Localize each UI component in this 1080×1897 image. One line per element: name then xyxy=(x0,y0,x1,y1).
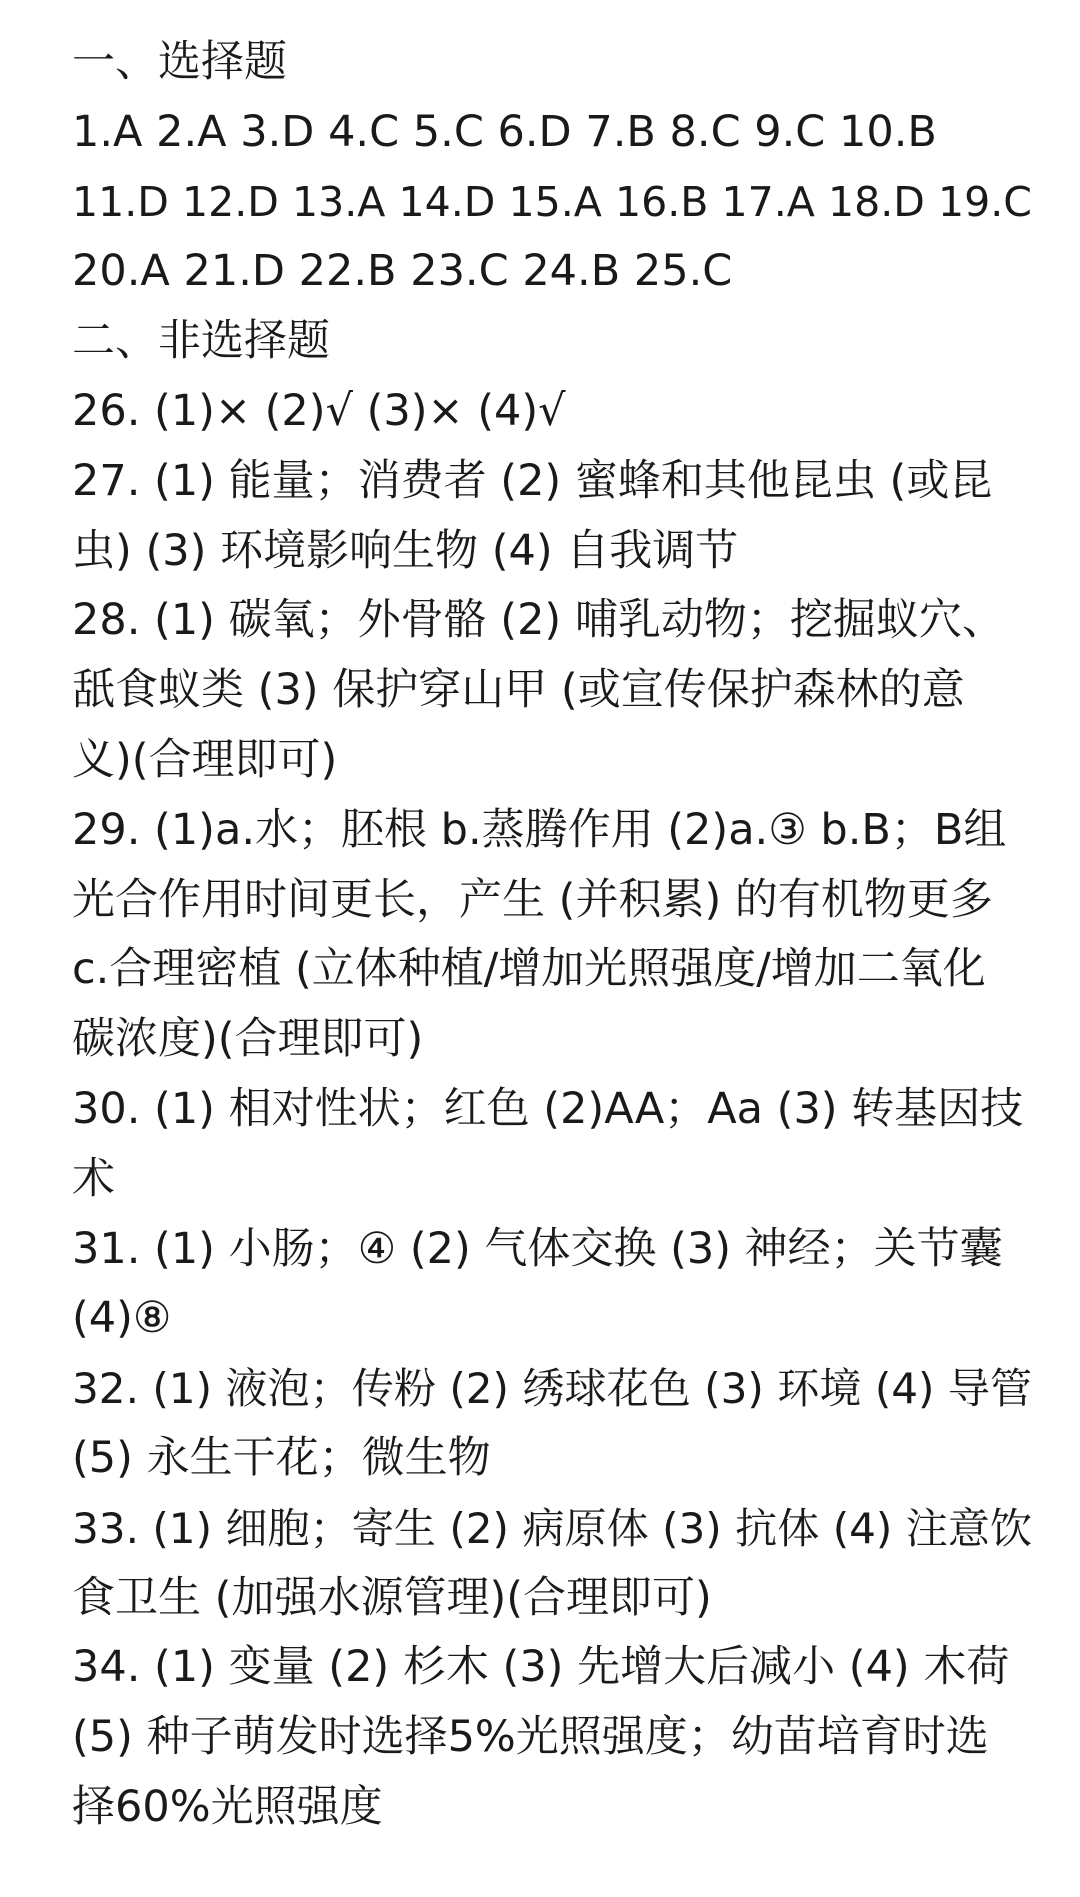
section-heading-choice: 一、选择题 xyxy=(72,37,287,87)
choice-row xyxy=(72,168,1032,238)
choice-answer: 7.B xyxy=(585,106,656,157)
answer-line: 舐食蚁类 (3) 保护穿山甲 (或宣传保护森林的意 xyxy=(72,665,965,716)
question-33-answer xyxy=(72,1494,1032,1634)
choice-answer: 9.C xyxy=(754,106,826,157)
choice-answer: 21.D xyxy=(183,246,285,297)
answer-line: 26. (1)× (2)√ (3)× (4)√ xyxy=(72,385,566,436)
choice-answer: 11.D xyxy=(72,177,169,226)
answer-line: 光合作用时间更长，产生 (并积累) 的有机物更多 xyxy=(72,874,993,925)
choice-answer: 1.A xyxy=(72,106,143,157)
answer-line: (5) 永生干花；微生物 xyxy=(72,1432,491,1483)
question-27-answer xyxy=(72,447,1032,587)
answer-line: 择60%光照强度 xyxy=(72,1781,383,1832)
choice-answer: 23.C xyxy=(410,246,509,297)
choice-row xyxy=(72,237,1032,307)
choice-answer: 25.C xyxy=(633,246,733,297)
section-heading-nonchoice: 二、非选择题 xyxy=(72,316,330,367)
choice-answer: 16.B xyxy=(614,177,709,226)
choice-answer: 10.B xyxy=(839,106,937,157)
choice-answer: 4.C xyxy=(328,106,400,157)
choice-answer: 24.B xyxy=(522,246,621,297)
question-34-answer xyxy=(72,1633,1032,1842)
choice-answer: 20.A xyxy=(72,246,170,297)
choice-answer: 12.D xyxy=(182,177,279,226)
choice-answer: 15.A xyxy=(508,177,602,226)
choice-answer: 2.A xyxy=(156,106,227,157)
question-29-answer xyxy=(72,796,1032,1075)
question-31-answer xyxy=(72,1215,1032,1355)
choice-answer: 3.D xyxy=(240,106,315,157)
choice-row xyxy=(72,98,1032,168)
answer-line: 34. (1) 变量 (2) 杉木 (3) 先增大后减小 (4) 木荷 xyxy=(72,1642,1010,1693)
answer-line: 食卫生 (加强水源管理)(合理即可) xyxy=(72,1572,712,1623)
answer-line: 28. (1) 碳氧；外骨骼 (2) 哺乳动物；挖掘蚁穴、 xyxy=(72,595,1005,646)
nonchoice-answers xyxy=(72,377,1032,1843)
choice-answer: 22.B xyxy=(298,246,397,297)
answer-line: 29. (1)a.水；胚根 b.蒸腾作用 (2)a.③ b.B；B组 xyxy=(72,804,1007,855)
choice-answer: 5.C xyxy=(412,106,484,157)
choice-answer: 8.C xyxy=(669,106,741,157)
answer-line: 碳浓度)(合理即可) xyxy=(72,1014,424,1065)
answer-line: 32. (1) 液泡；传粉 (2) 绣球花色 (3) 环境 (4) 导管 xyxy=(72,1364,1033,1414)
question-26-answer xyxy=(72,377,1032,447)
choice-answers xyxy=(72,98,1032,307)
choice-answer: 18.D xyxy=(827,177,925,226)
answer-line: 虫) (3) 环境影响生物 (4) 自我调节 xyxy=(72,525,739,576)
answer-line: 30. (1) 相对性状；红色 (2)AA；Aa (3) 转基因技 xyxy=(72,1083,1024,1134)
question-30-answer xyxy=(72,1075,1032,1215)
question-32-answer xyxy=(72,1354,1032,1494)
answer-line: 义)(合理即可) xyxy=(72,734,338,785)
choice-answer: 14.D xyxy=(398,177,496,226)
answer-line: 33. (1) 细胞；寄生 (2) 病原体 (3) 抗体 (4) 注意饮 xyxy=(72,1503,1033,1553)
answer-line: c.合理密植 (立体种植/增加光照强度/增加二氧化 xyxy=(72,944,986,995)
choice-answer: 6.D xyxy=(497,106,572,157)
question-28-answer xyxy=(72,586,1032,795)
choice-answer: 17.A xyxy=(721,177,815,226)
choice-answer: 13.A xyxy=(292,177,386,226)
answer-line: (4)⑧ xyxy=(72,1293,172,1344)
answer-line: (5) 种子萌发时选择5%光照强度；幼苗培育时选 xyxy=(72,1712,989,1763)
answer-line: 31. (1) 小肠；④ (2) 气体交换 (3) 神经；关节囊 xyxy=(72,1223,1003,1274)
answer-line: 术 xyxy=(72,1153,115,1204)
choice-answer: 19.C xyxy=(937,177,1032,226)
answer-line: 27. (1) 能量；消费者 (2) 蜜蜂和其他昆虫 (或昆 xyxy=(72,455,993,506)
answer-key-document xyxy=(72,28,1032,1843)
